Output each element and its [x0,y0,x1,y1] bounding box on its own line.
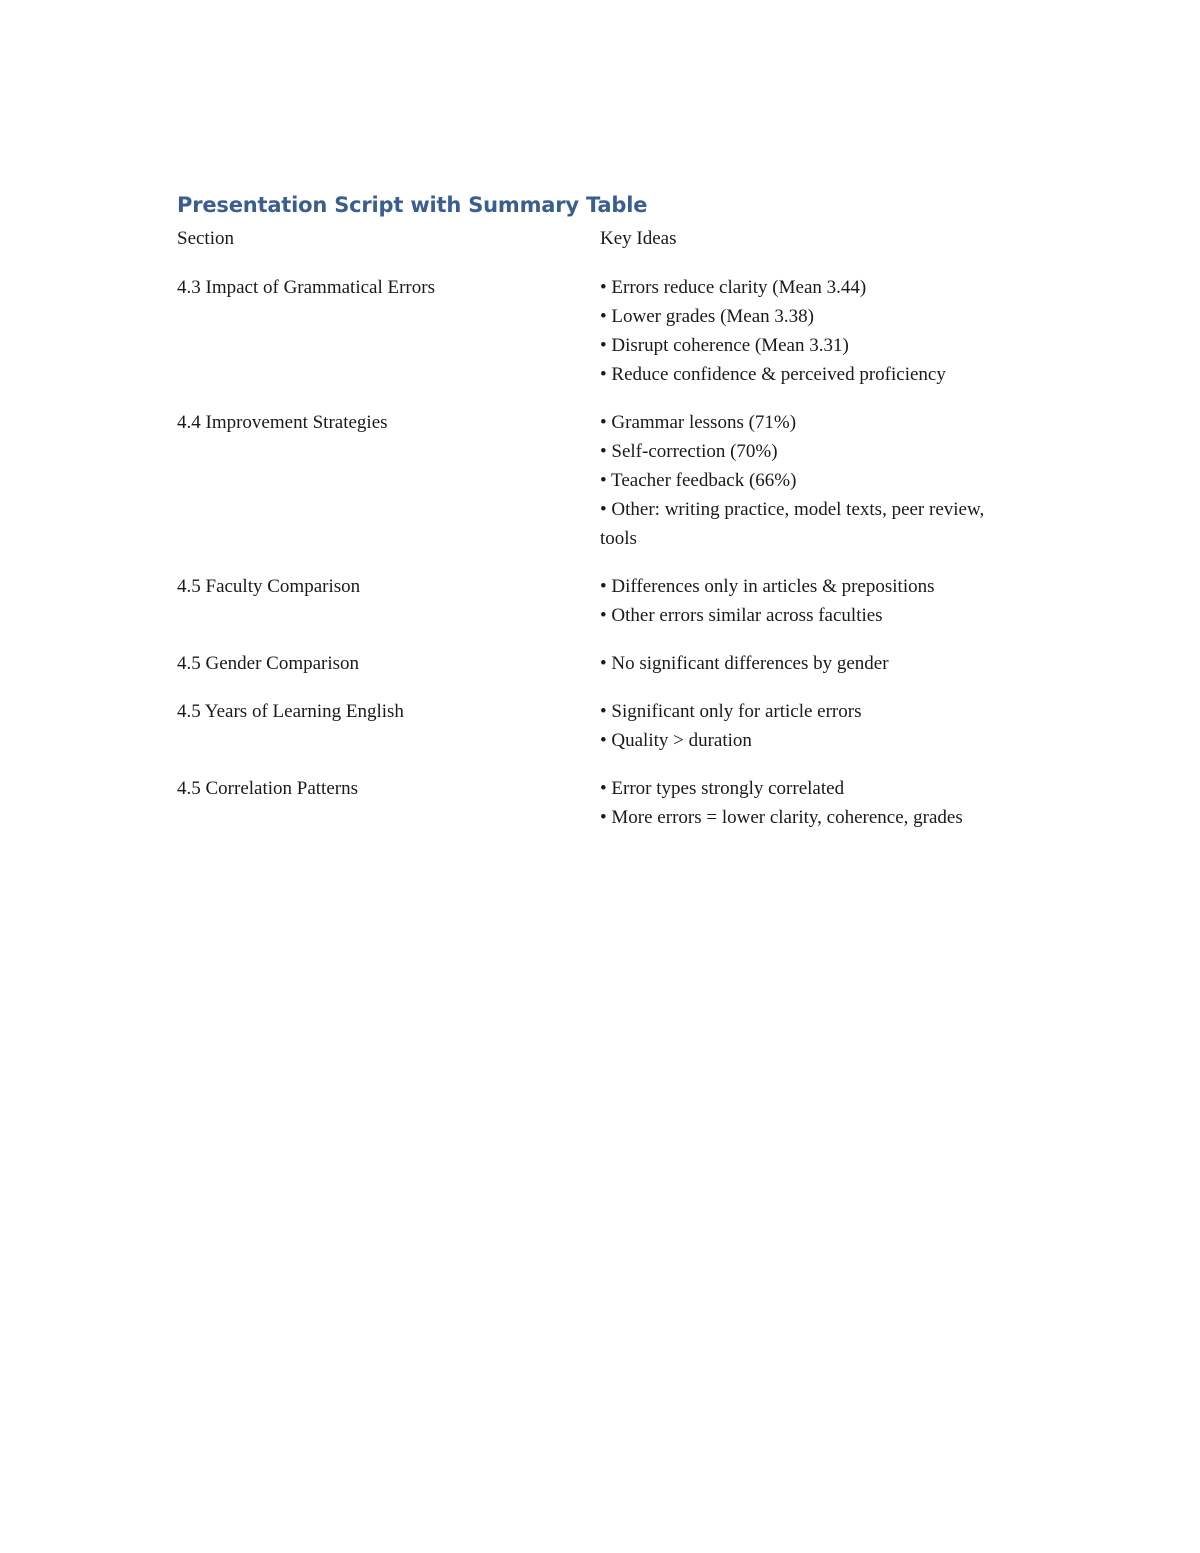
section-cell: 4.5 Correlation Patterns [177,778,358,799]
key-ideas-cell [600,774,1010,851]
key-idea: • Error types strongly correlated [600,778,845,799]
key-ideas-cell [600,697,1010,774]
key-ideas-cell [600,408,1010,572]
section-cell: 4.4 Improvement Strategies [177,412,388,433]
key-idea: • Quality > duration [600,730,752,751]
key-idea: • Significant only for article errors [600,701,862,722]
section-cell: 4.5 Years of Learning English [177,701,404,722]
section-cell: 4.3 Impact of Grammatical Errors [177,277,435,298]
key-idea: • Grammar lessons (71%) [600,412,797,433]
key-idea: • Lower grades (Mean 3.38) [600,306,814,327]
document-page [177,188,1027,851]
table-row [177,273,1010,408]
header-key-ideas: Key Ideas [600,228,677,249]
table-row [177,697,1010,774]
summary-table [177,224,1010,851]
key-idea: • Reduce confidence & perceived proficiency [600,364,946,385]
key-idea: • Disrupt coherence (Mean 3.31) [600,335,849,356]
key-idea: • Self-correction (70%) [600,441,778,462]
key-idea: • Differences only in articles & prepositions [600,576,935,597]
key-idea: • More errors = lower clarity, coherence, grades [600,807,963,828]
key-idea: • No significant differences by gender [600,653,889,674]
table-header-row [177,224,1010,273]
table-row [177,774,1010,851]
table-row [177,649,1010,697]
key-ideas-cell [600,649,1010,697]
table-row [177,572,1010,649]
key-ideas-cell [600,572,1010,649]
key-idea: • Other errors similar across faculties [600,605,883,626]
header-section: Section [177,228,234,249]
table-row [177,408,1010,572]
key-ideas-cell [600,273,1010,408]
key-idea: • Teacher feedback (66%) [600,470,797,491]
document-title: Presentation Script with Summary Table [177,193,648,217]
section-cell: 4.5 Faculty Comparison [177,576,361,597]
section-cell: 4.5 Gender Comparison [177,653,360,674]
key-idea: • Errors reduce clarity (Mean 3.44) [600,277,867,298]
key-idea: • Other: writing practice, model texts, peer review, tools [600,499,985,549]
